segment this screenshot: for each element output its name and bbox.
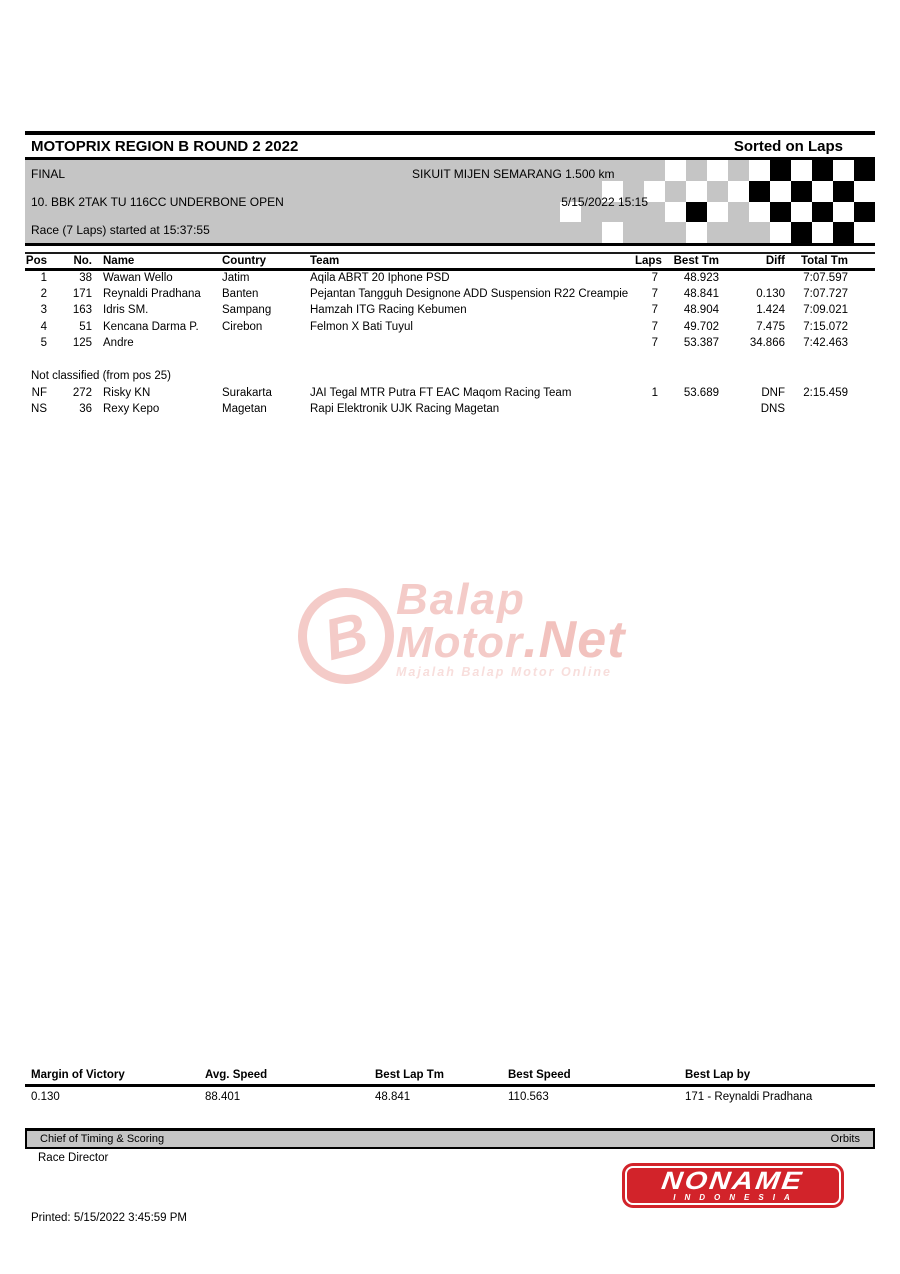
flag-cell (791, 202, 812, 223)
flag-cell (854, 181, 875, 202)
cell-country: Cirebon (222, 320, 263, 333)
flag-cell (728, 222, 749, 243)
result-row (25, 269, 875, 286)
stat-best-speed-value: 110.563 (508, 1090, 549, 1103)
cell-country: Sampang (222, 304, 272, 317)
chief-of-timing-label: Chief of Timing & Scoring (40, 1133, 165, 1145)
stat-avg-speed-label: Avg. Speed (199, 1067, 369, 1085)
cell-name: Kencana Darma P. (103, 320, 199, 333)
cell-pos: 5 (40, 337, 47, 350)
stats-header-row (25, 1067, 875, 1085)
stat-margin-of-victory-value: 0.130 (31, 1090, 60, 1103)
cell-best: 49.702 (683, 320, 719, 333)
flag-cell (749, 202, 770, 223)
col-country: Country (222, 254, 310, 269)
cell-laps: 7 (651, 304, 658, 317)
cell-name: Risky KN (103, 386, 151, 399)
cell-diff (719, 269, 785, 286)
not-classified-label-row (25, 368, 875, 385)
cell-team: Hamzah ITG Racing Kebumen (310, 304, 467, 317)
cell-country: Magetan (222, 403, 267, 416)
flag-cell (833, 222, 854, 243)
flag-cell (833, 160, 854, 181)
flag-cell (854, 222, 875, 243)
col-total-tm: Total Tm (785, 254, 848, 269)
results-table (25, 254, 875, 418)
datetime-label: 5/15/2022 15:15 (561, 195, 648, 209)
flag-cell (686, 181, 707, 202)
cell-laps: 7 (651, 272, 658, 284)
flag-cell (686, 160, 707, 181)
cell-no: 51 (79, 320, 92, 333)
result-row (25, 335, 875, 352)
cell-laps: 7 (651, 337, 658, 350)
flag-cell (749, 160, 770, 181)
flag-cell (602, 222, 623, 243)
flag-cell (791, 222, 812, 243)
flag-cell (833, 202, 854, 223)
cell-no: 36 (79, 403, 92, 416)
event-info-box (25, 157, 875, 246)
flag-cell (665, 202, 686, 223)
cell-no: 38 (79, 272, 92, 284)
result-row (25, 401, 875, 418)
flag-cell (707, 181, 728, 202)
cell-team: Pejantan Tangguh Designone ADD Suspension R22 Creampie (310, 287, 629, 300)
cell-total: 7:07.597 (803, 272, 848, 284)
cell-country (222, 335, 310, 352)
stats-value-row (25, 1085, 875, 1107)
cell-no: 171 (72, 287, 92, 300)
race-class-label: 10. BBK 2TAK TU 116CC UNDERBONE OPEN (31, 195, 284, 209)
cell-diff: DNF (761, 386, 785, 399)
cell-laps: 1 (651, 386, 658, 399)
cell-diff: 1.424 (756, 304, 785, 317)
stat-best-lap-by-value: 171 - Reynaldi Pradhana (685, 1090, 813, 1103)
balapmotor-watermark (298, 575, 658, 700)
cell-total: 2:15.459 (803, 386, 848, 399)
cell-total: 7:42.463 (803, 337, 848, 350)
flag-cell (707, 202, 728, 223)
sorted-on-label: Sorted on Laps (733, 137, 843, 155)
flag-cell (728, 202, 749, 223)
cell-no: 272 (72, 386, 92, 399)
flag-cell (812, 181, 833, 202)
watermark-text (396, 575, 626, 679)
flag-cell (812, 160, 833, 181)
flag-cell (728, 181, 749, 202)
cell-total: 7:09.021 (803, 304, 848, 317)
flag-cell (665, 160, 686, 181)
flag-cell (665, 181, 686, 202)
not-classified-label: Not classified (from pos 25) (31, 370, 171, 382)
cell-pos: 3 (40, 304, 47, 317)
result-row (25, 286, 875, 303)
page-title: MOTOPRIX REGION B ROUND 2 2022 (31, 137, 299, 155)
stat-avg-speed-value: 88.401 (205, 1090, 241, 1103)
cell-best (658, 401, 719, 418)
flag-cell (791, 181, 812, 202)
flag-cell (686, 222, 707, 243)
cell-name: Rexy Kepo (103, 403, 160, 416)
flag-cell (791, 160, 812, 181)
cell-diff: DNS (760, 403, 785, 416)
cell-laps: 7 (651, 287, 658, 300)
cell-best: 53.689 (683, 386, 719, 399)
flag-cell (707, 222, 728, 243)
flag-cell (644, 160, 665, 181)
cell-team (310, 335, 635, 352)
result-row (25, 302, 875, 319)
flag-cell (665, 222, 686, 243)
stat-best-lap-by-label: Best Lap by (679, 1067, 875, 1085)
flag-cell (812, 202, 833, 223)
flag-cell (728, 160, 749, 181)
race-start-label: Race (7 Laps) started at 15:37:55 (31, 223, 210, 237)
cell-team: Rapi Elektronik UJK Racing Magetan (310, 403, 500, 416)
cell-pos: 1 (40, 272, 47, 284)
cell-diff: 7.475 (756, 320, 785, 333)
watermark-line1: Balap (396, 575, 526, 624)
result-row (25, 385, 875, 402)
cell-team: JAI Tegal MTR Putra FT EAC Maqom Racing Team (310, 386, 572, 399)
flag-cell (854, 160, 875, 181)
flag-cell (770, 222, 791, 243)
flag-cell (770, 181, 791, 202)
cell-no: 125 (72, 337, 92, 350)
logo-sub-text: INDONESIA (673, 1192, 799, 1202)
cell-best: 48.841 (683, 287, 719, 300)
stats-table (25, 1067, 875, 1107)
balapmotor-b-logo-icon (292, 582, 400, 690)
cell-pos: 4 (40, 320, 47, 333)
cell-country: Surakarta (222, 386, 272, 399)
cell-laps: 7 (651, 320, 658, 333)
flag-cell (770, 160, 791, 181)
cell-country: Jatim (222, 272, 250, 284)
col-team: Team (310, 254, 635, 269)
cell-country: Banten (222, 287, 259, 300)
result-row (25, 319, 875, 336)
cell-name: Wawan Wello (103, 272, 173, 284)
watermark-net: .Net (523, 611, 626, 669)
printed-timestamp: Printed: 5/15/2022 3:45:59 PM (31, 1212, 187, 1224)
watermark-b-letter: B (317, 599, 375, 673)
cell-total: 7:15.072 (803, 320, 848, 333)
session-label: FINAL (31, 167, 66, 181)
cell-name: Andre (103, 337, 134, 350)
cell-pos: 2 (40, 287, 47, 300)
stat-margin-of-victory-label: Margin of Victory (25, 1067, 199, 1085)
circuit-label: SIKUIT MIJEN SEMARANG 1.500 km (412, 167, 615, 181)
flag-cell (812, 222, 833, 243)
flag-cell (581, 222, 602, 243)
logo-name-text: NONAME (660, 1166, 806, 1195)
results-header-row (25, 254, 875, 269)
flag-cell (623, 222, 644, 243)
flag-cell (770, 202, 791, 223)
title-bar (25, 135, 875, 157)
col-laps: Laps (635, 254, 658, 269)
stat-best-lap-tm-value: 48.841 (375, 1090, 411, 1103)
flag-cell (707, 160, 728, 181)
cell-name: Reynaldi Pradhana (103, 287, 201, 300)
flag-cell (749, 181, 770, 202)
race-director-label: Race Director (38, 1152, 109, 1164)
flag-cell (623, 160, 644, 181)
cell-laps (635, 401, 658, 418)
cell-total: 7:07.727 (803, 287, 848, 300)
flag-cell (644, 222, 665, 243)
col-pos: Pos (25, 254, 55, 269)
signature-bar (25, 1128, 875, 1149)
stat-best-speed-label: Best Speed (502, 1067, 679, 1085)
col-best-tm: Best Tm (658, 254, 719, 269)
cell-best: 48.923 (683, 272, 719, 284)
flag-cell (833, 181, 854, 202)
cell-best: 48.904 (683, 304, 719, 317)
stat-best-lap-tm-label: Best Lap Tm (369, 1067, 502, 1085)
cell-best: 53.387 (683, 337, 719, 350)
flag-cell (854, 202, 875, 223)
cell-team: Aqila ABRT 20 Iphone PSD (310, 272, 450, 284)
cell-diff: 0.130 (756, 287, 785, 300)
col-name: Name (92, 254, 222, 269)
flag-cell (560, 222, 581, 243)
cell-diff: 34.866 (749, 337, 785, 350)
flag-cell (749, 222, 770, 243)
col-no: No. (55, 254, 92, 269)
noname-indonesia-logo (622, 1163, 844, 1208)
watermark-tagline: Majalah Balap Motor Online (396, 665, 612, 679)
cell-pos: NS (31, 403, 47, 416)
spacer-row (25, 352, 875, 368)
orbits-label: Orbits (830, 1133, 860, 1145)
cell-no: 163 (72, 304, 92, 317)
cell-team: Felmon X Bati Tuyul (310, 320, 413, 333)
col-diff: Diff (719, 254, 785, 269)
flag-cell (686, 202, 707, 223)
cell-total (785, 401, 848, 418)
cell-name: Idris SM. (103, 304, 149, 317)
cell-pos: NF (31, 386, 47, 399)
watermark-line2: Motor.Net (396, 611, 626, 669)
